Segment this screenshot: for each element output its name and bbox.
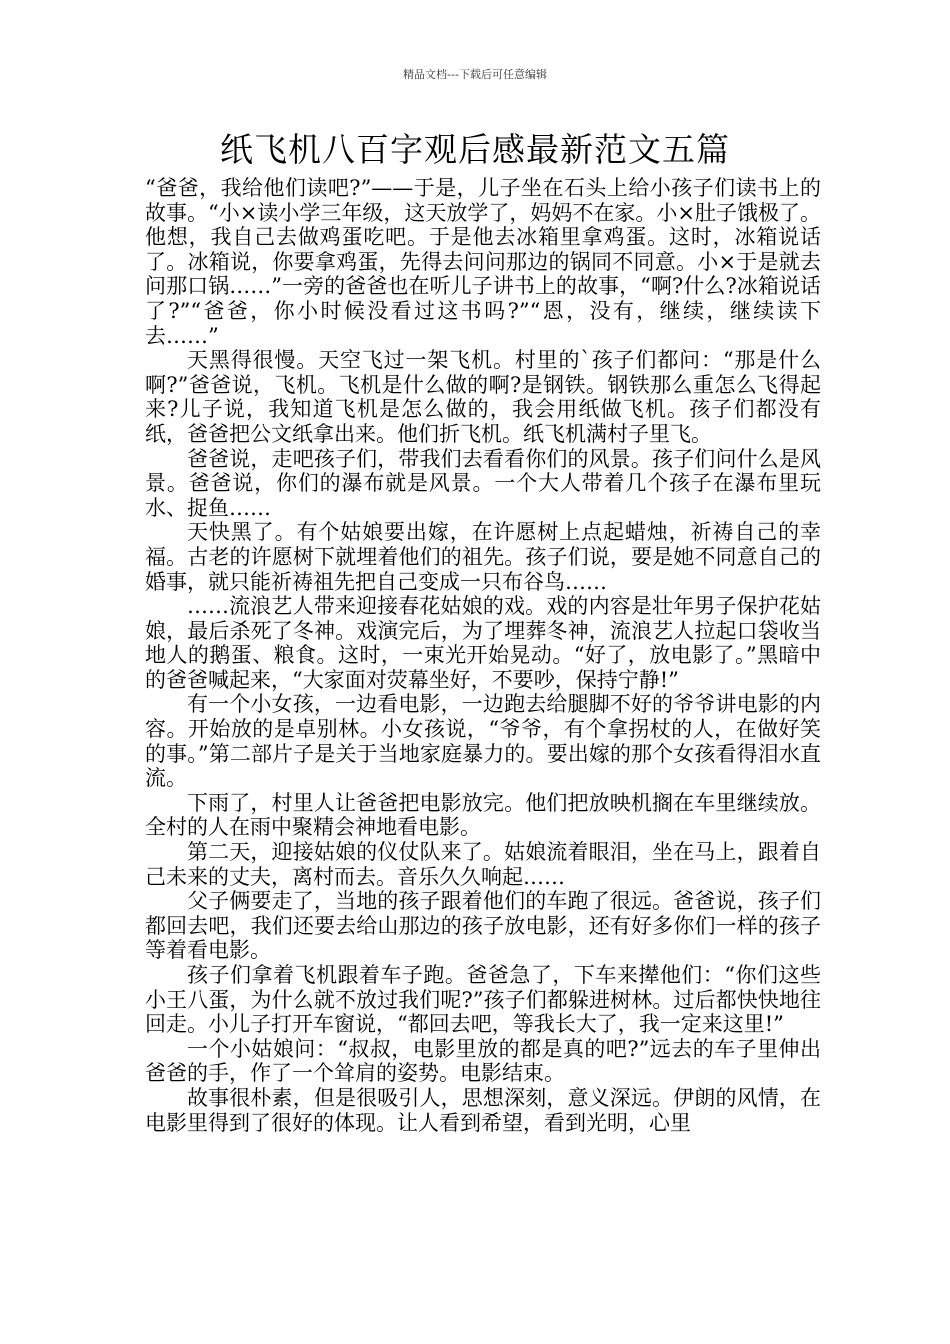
document-title: 纸飞机八百字观后感最新范文五篇 [220, 130, 730, 169]
paragraph: 天快黑了。有个姑娘要出嫁，在许愿树上点起蜡烛，祈祷自己的幸福。古老的许愿树下就埋着他们的祖先。孩子们说，要是她不同意自己的婚事，就只能祈祷祖先把自己变成一只布谷鸟…… [145, 520, 821, 594]
paragraph: 父子俩要走了，当地的孩子跟着他们的车跑了很远。爸爸说，孩子们都回去吧，我们还要去给山那边的孩子放电影，还有好多你们一样的孩子等着看电影。 [145, 889, 821, 963]
paragraph: 爸爸说，走吧孩子们，带我们去看看你们的风景。孩子们问什么是风景。爸爸说，你们的瀑布就是风景。一个大人带着几个孩子在瀑布里玩水、捉鱼…… [145, 446, 821, 520]
document-body [145, 176, 821, 1135]
paragraph: 故事很朴素，但是很吸引人，思想深刻，意义深远。伊朗的风情，在电影里得到了很好的体现。让人看到希望，看到光明，心里 [145, 1085, 821, 1135]
paragraph: “爸爸，我给他们读吧?”——于是，儿子坐在石头上给小孩子们读书上的故事。“小×读小学三年级，这天放学了，妈妈不在家。小×肚子饿极了。他想，我自己去做鸡蛋吃吧。于是他去冰箱里拿鸡蛋。这时，冰箱说话了。冰箱说，你要拿鸡蛋，先得去问问那边的锅同不同意。小×于是就去问那口锅……”一旁的爸爸也在听儿子讲书上的故事，“啊?什么?冰箱说话了?”“爸爸，你小时候没看过这书吗?”“恩，没有，继续，继续读下去……” [145, 176, 821, 348]
paragraph: 一个小姑娘问：“叔叔，电影里放的都是真的吧?”远去的车子里伸出爸爸的手，作了一个耸肩的姿势。电影结束。 [145, 1036, 821, 1086]
paragraph: 孩子们拿着飞机跟着车子跑。爸爸急了，下车来撵他们：“你们这些小王八蛋，为什么就不放过我们呢?”孩子们都躲进树林。过后都快快地往回走。小儿子打开车窗说，“都回去吧，等我长大了，我一定来这里!” [145, 963, 821, 1037]
paragraph: 有一个小女孩，一边看电影，一边跑去给腿脚不好的爷爷讲电影的内容。开始放的是卓别林。小女孩说，“爷爷，有个拿拐杖的人，在做好笑的事。”第二部片子是关于当地家庭暴力的。要出嫁的那个女孩看得泪水直流。 [145, 692, 821, 791]
paragraph: 下雨了，村里人让爸爸把电影放完。他们把放映机搁在车里继续放。全村的人在雨中聚精会神地看电影。 [145, 790, 821, 840]
paragraph: 第二天，迎接姑娘的仪仗队来了。姑娘流着眼泪，坐在马上，跟着自己未来的丈夫，离村而去。音乐久久响起…… [145, 840, 821, 889]
paragraph: 天黑得很慢。天空飞过一架飞机。村里的`孩子们都问：“那是什么啊?”爸爸说，飞机。飞机是什么做的啊?是钢铁。钢铁那么重怎么飞得起来?儿子说，我知道飞机是怎么做的，我会用纸做飞机。孩子们都没有纸，爸爸把公文纸拿出来。他们折飞机。纸飞机满村子里飞。 [145, 348, 821, 446]
paragraph: ……流浪艺人带来迎接春花姑娘的戏。戏的内容是壮年男子保护花姑娘，最后杀死了冬神。戏演完后，为了埋葬冬神，流浪艺人拉起口袋收当地人的鹅蛋、粮食。这时，一束光开始晃动。“好了，放电影了。”黑暗中的爸爸喊起来，“大家面对荧幕坐好，不要吵，保持宁静!” [145, 594, 821, 692]
page-header-note: 精品文档---下载后可任意编辑 [403, 68, 547, 81]
